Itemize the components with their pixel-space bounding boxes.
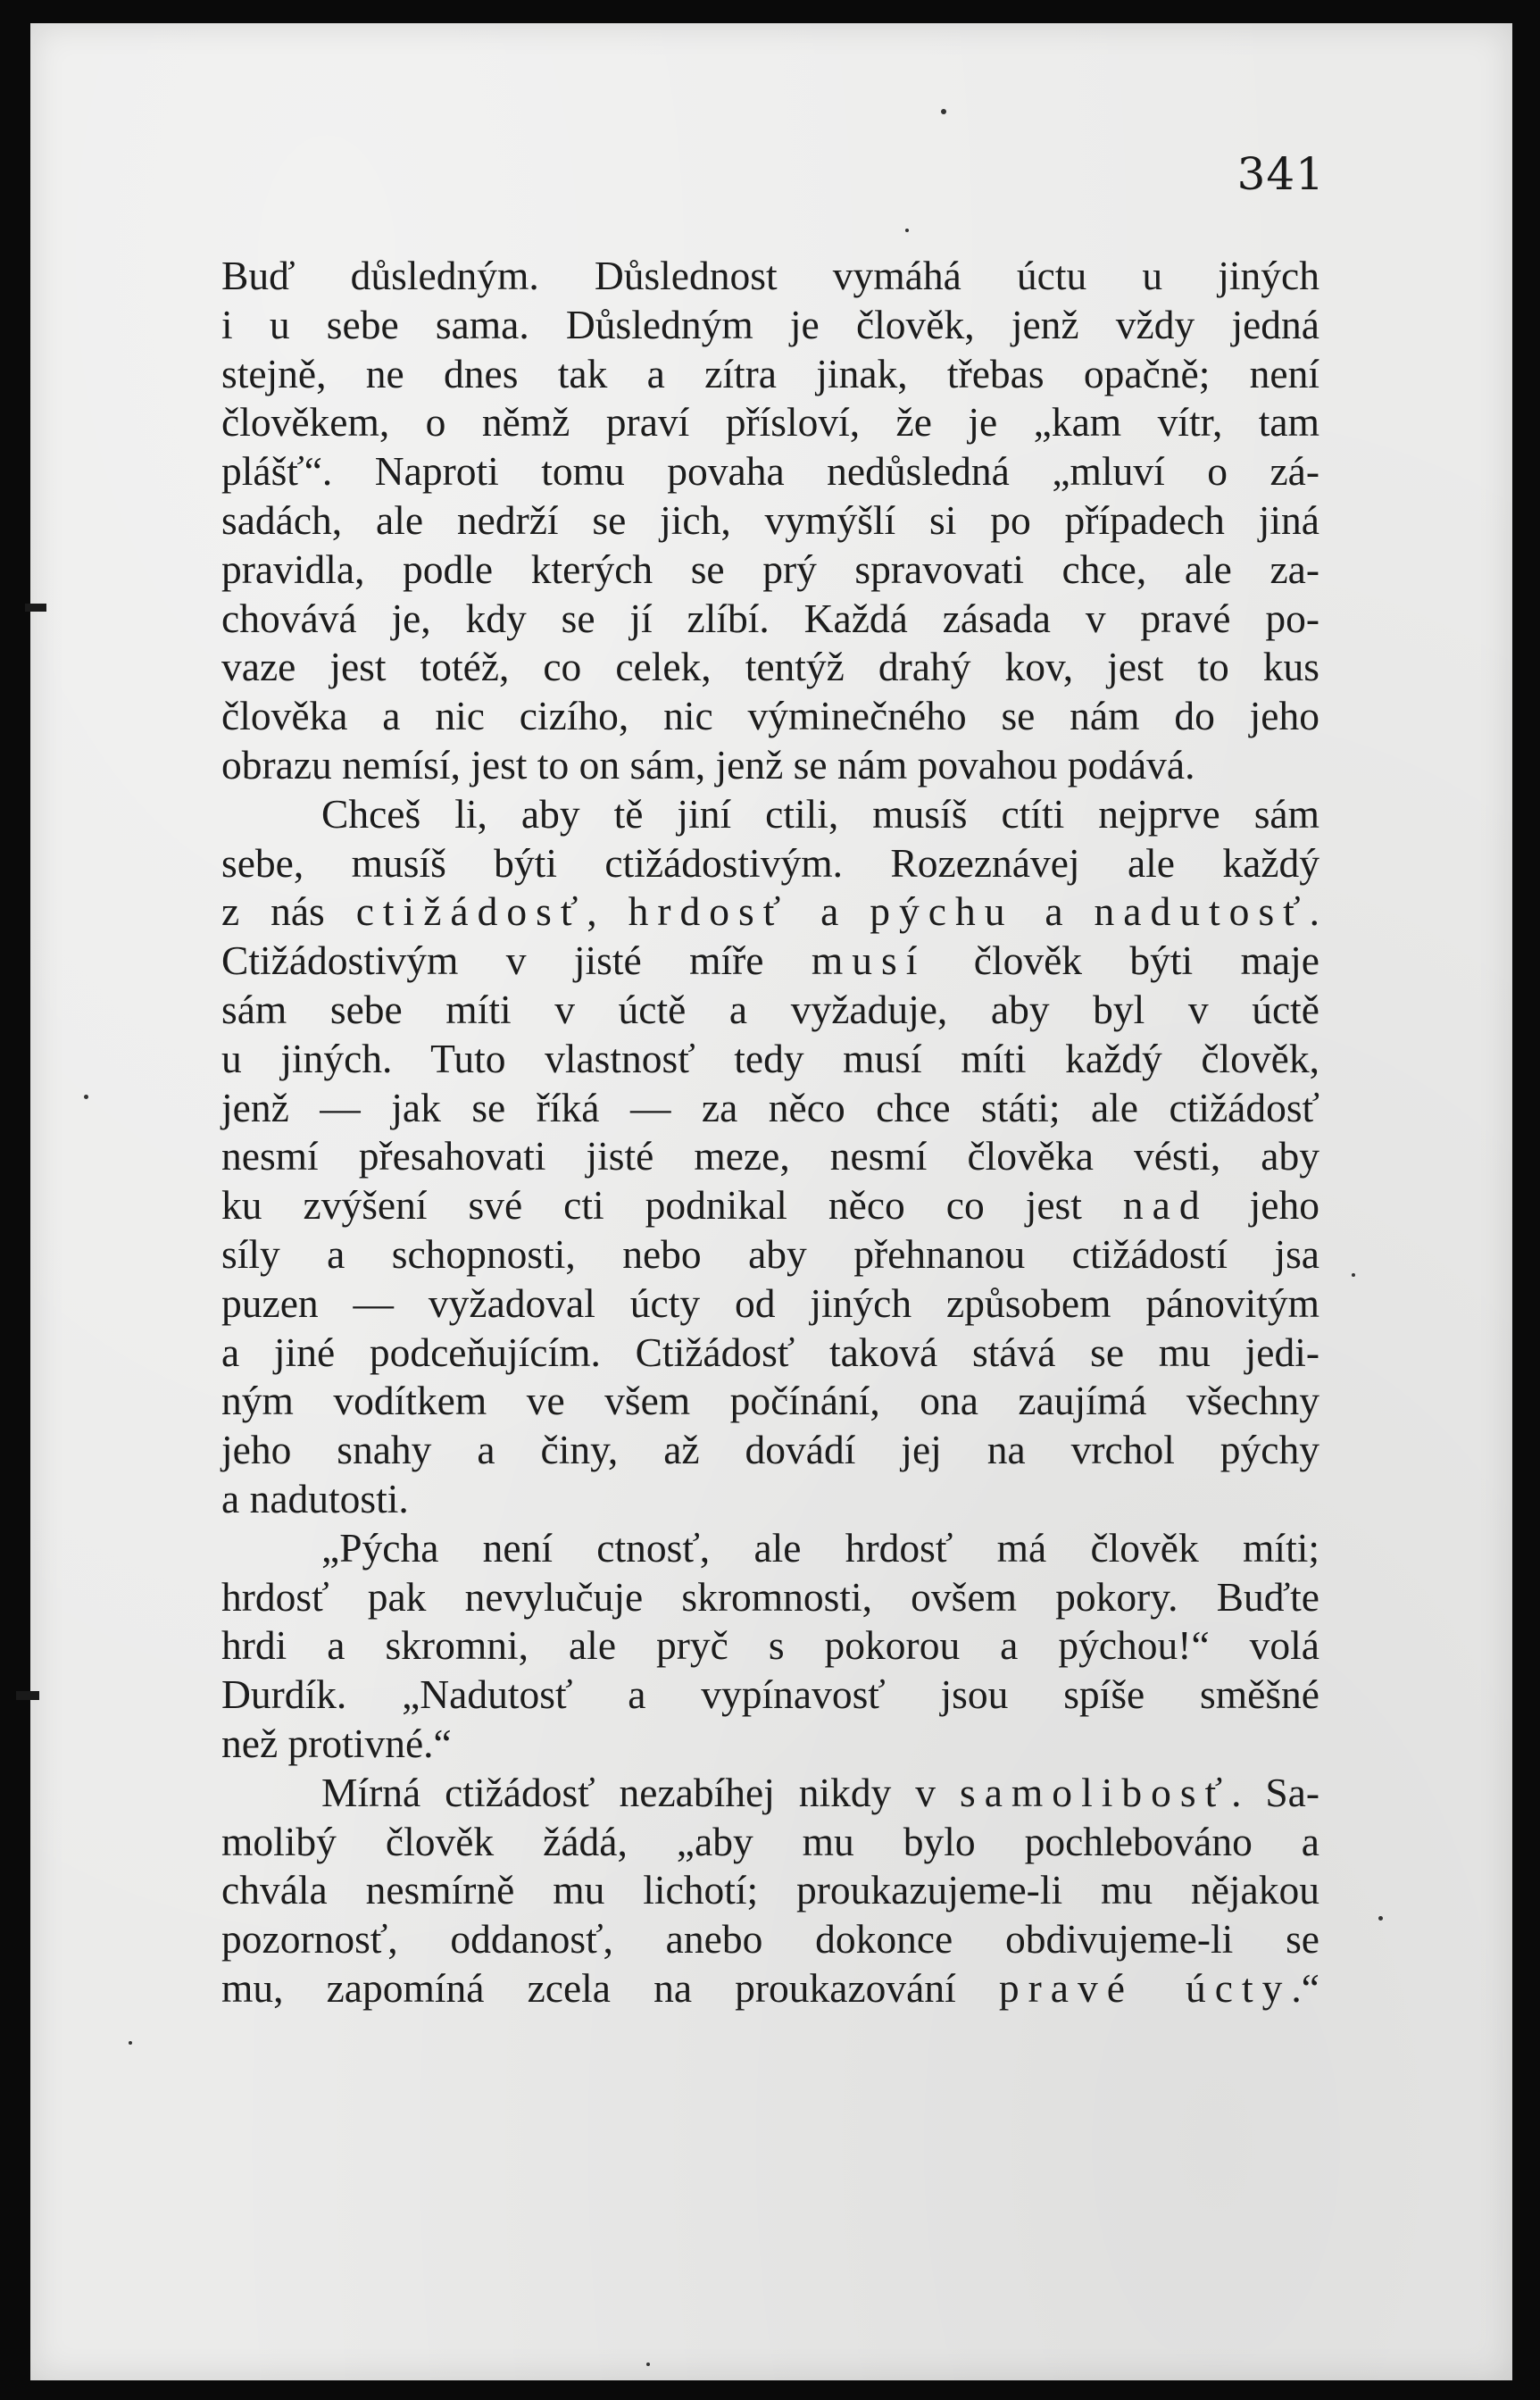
text-run: Mírná ctižádosť nezabíhej nikdy v <box>321 1769 960 1815</box>
text-line <box>221 1377 1319 1426</box>
text-line <box>221 1573 1319 1622</box>
text-line <box>221 839 1319 888</box>
text-line <box>221 1181 1319 1230</box>
text-run: puzen — vyžadoval úcty od jiných způsobem pánovitým <box>221 1279 1319 1326</box>
edge-mark <box>16 1691 39 1700</box>
text-run: Ctižádostivým v jisté míře <box>221 938 812 984</box>
text-run: jeho snahy a činy, až dovádí jej na vrchol pýchy <box>221 1427 1319 1473</box>
text-run: ným vodítkem ve všem počínání, ona zaujímá všechny <box>221 1378 1319 1424</box>
text-run: nesmí přesahovati jisté meze, nesmí člověka vésti, aby <box>221 1133 1319 1179</box>
text-run: . Sa- <box>1231 1769 1320 1815</box>
text-line <box>221 398 1319 447</box>
text-run: chovává je, kdy se jí zlíbí. Každá zásada v pravé po- <box>221 595 1319 641</box>
text-run: , <box>587 888 628 935</box>
text-line <box>221 1329 1319 1378</box>
text-run: mu, zapomíná zcela na proukazování <box>221 1964 999 2011</box>
spaced-emphasis: nadutosť <box>1094 888 1310 935</box>
text-run: hrdosť pak nevylučuje skromnosti, ovšem pokory. Buďte <box>221 1573 1319 1620</box>
text-run: vaze jest totéž, co celek, tentýž drahý kov, jest to kus <box>221 644 1319 690</box>
text-run: než protivné.“ <box>221 1720 452 1766</box>
text-run: ku zvýšení své cti podnikal něco co jest <box>221 1182 1123 1229</box>
text-line <box>221 1524 1319 1573</box>
edge-mark <box>25 604 46 612</box>
text-run: jenž — jak se říká — za něco chce státi; ale ctižádosť <box>221 1084 1319 1130</box>
text-run: a jiné podceňujícím. Ctižádosť taková stává se mu jedi- <box>221 1329 1319 1375</box>
text-line <box>221 252 1319 301</box>
text-line <box>221 595 1319 644</box>
text-line <box>221 790 1319 839</box>
text-run: člověk býti maje <box>926 938 1319 984</box>
text-run: plášť“. Naproti tomu povaha nedůsledná „mluví o zá- <box>221 448 1319 495</box>
text-run: a nadutosti. <box>221 1475 409 1521</box>
text-line <box>221 1230 1319 1279</box>
text-line <box>221 1866 1319 1915</box>
text-run: člověkem, o němž praví přísloví, že je „kam vítr, tam <box>221 399 1319 446</box>
text-line <box>221 1964 1319 2013</box>
text-run: sebe, musíš býti ctižádostivým. Rozeznávej ale každý <box>221 839 1319 886</box>
text-line <box>221 1084 1319 1133</box>
text-run: . <box>1309 888 1319 935</box>
text-run: chvála nesmírně mu lichotí; proukazujeme-li mu nějakou <box>221 1867 1319 1913</box>
text-line <box>221 1720 1319 1769</box>
spaced-emphasis: pýchu <box>870 888 1014 935</box>
text-line <box>221 301 1319 350</box>
text-run: sadách, ale nedrží se jich, vymýšlí si po případech jiná <box>221 496 1319 543</box>
text-line <box>221 1426 1319 1475</box>
text-line <box>221 546 1319 595</box>
spaced-emphasis: nad <box>1122 1182 1209 1229</box>
spaced-emphasis: pravé úcty <box>998 1964 1292 2011</box>
text-line <box>221 1915 1319 1964</box>
text-line <box>221 643 1319 692</box>
book-page <box>30 23 1512 2380</box>
text-run: i u sebe sama. Důsledným je člověk, jenž vždy jedná <box>221 301 1319 347</box>
text-line <box>221 741 1319 790</box>
text-line <box>221 1671 1319 1720</box>
text-run: stejně, ne dnes tak a zítra jinak, třebas opačně; není <box>221 350 1319 396</box>
text-line <box>221 350 1319 399</box>
text-run: pozornosť, oddanosť, anebo dokonce obdivujeme-li se <box>221 1916 1319 1962</box>
text-run: člověka a nic cizího, nic výminečného se nám do jeho <box>221 693 1319 739</box>
spaced-emphasis: ctižádosť <box>355 888 587 935</box>
text-line <box>221 496 1319 546</box>
text-run: pravidla, podle kterých se prý spravovati chce, ale za- <box>221 546 1319 592</box>
text-line <box>221 986 1319 1035</box>
text-run: „Pýcha není ctnosť, ale hrdosť má člověk míti; <box>321 1524 1319 1571</box>
text-run: Chceš li, aby tě jiní ctili, musíš ctíti nejprve sám <box>321 790 1319 837</box>
text-run: Buď důsledným. Důslednost vymáhá úctu u jiných <box>221 253 1319 298</box>
text-run: a <box>1013 888 1095 935</box>
text-line <box>221 1621 1319 1671</box>
spaced-emphasis: hrdosť <box>628 888 790 935</box>
text-line <box>221 1132 1319 1181</box>
body-text <box>221 252 1319 2013</box>
spaced-emphasis: samolibosť <box>959 1769 1232 1815</box>
text-run: sám sebe míti v úctě a vyžaduje, aby byl v úctě <box>221 986 1319 1032</box>
text-run: obrazu nemísí, jest to on sám, jenž se nám povahou podává. <box>221 741 1195 788</box>
text-run: molibý člověk žádá, „aby mu bylo pochlebováno a <box>221 1818 1319 1864</box>
text-line <box>221 447 1319 496</box>
page-number: 341 <box>1236 148 1325 200</box>
text-line <box>221 692 1319 741</box>
text-run: u jiných. Tuto vlastnosť tedy musí míti každý člověk, <box>221 1035 1319 1081</box>
text-line <box>221 1818 1319 1867</box>
text-line <box>221 888 1319 937</box>
text-line <box>221 1035 1319 1084</box>
text-run: a <box>789 888 870 935</box>
spaced-emphasis: musí <box>811 938 927 984</box>
text-run: hrdi a skromni, ale pryč s pokorou a pýchou!“ volá <box>221 1622 1319 1669</box>
text-line <box>221 1279 1319 1329</box>
text-run: síly a schopnosti, nebo aby přehnanou ctižádostí jsa <box>221 1230 1319 1277</box>
text-run: jeho <box>1208 1182 1319 1229</box>
text-run: .“ <box>1291 1964 1319 2011</box>
text-run: Durdík. „Nadutosť a vypínavosť jsou spíše směšné <box>221 1671 1319 1718</box>
text-run: z nás <box>221 888 356 935</box>
text-line <box>221 1769 1319 1818</box>
text-line <box>221 1475 1319 1524</box>
text-line <box>221 937 1319 986</box>
